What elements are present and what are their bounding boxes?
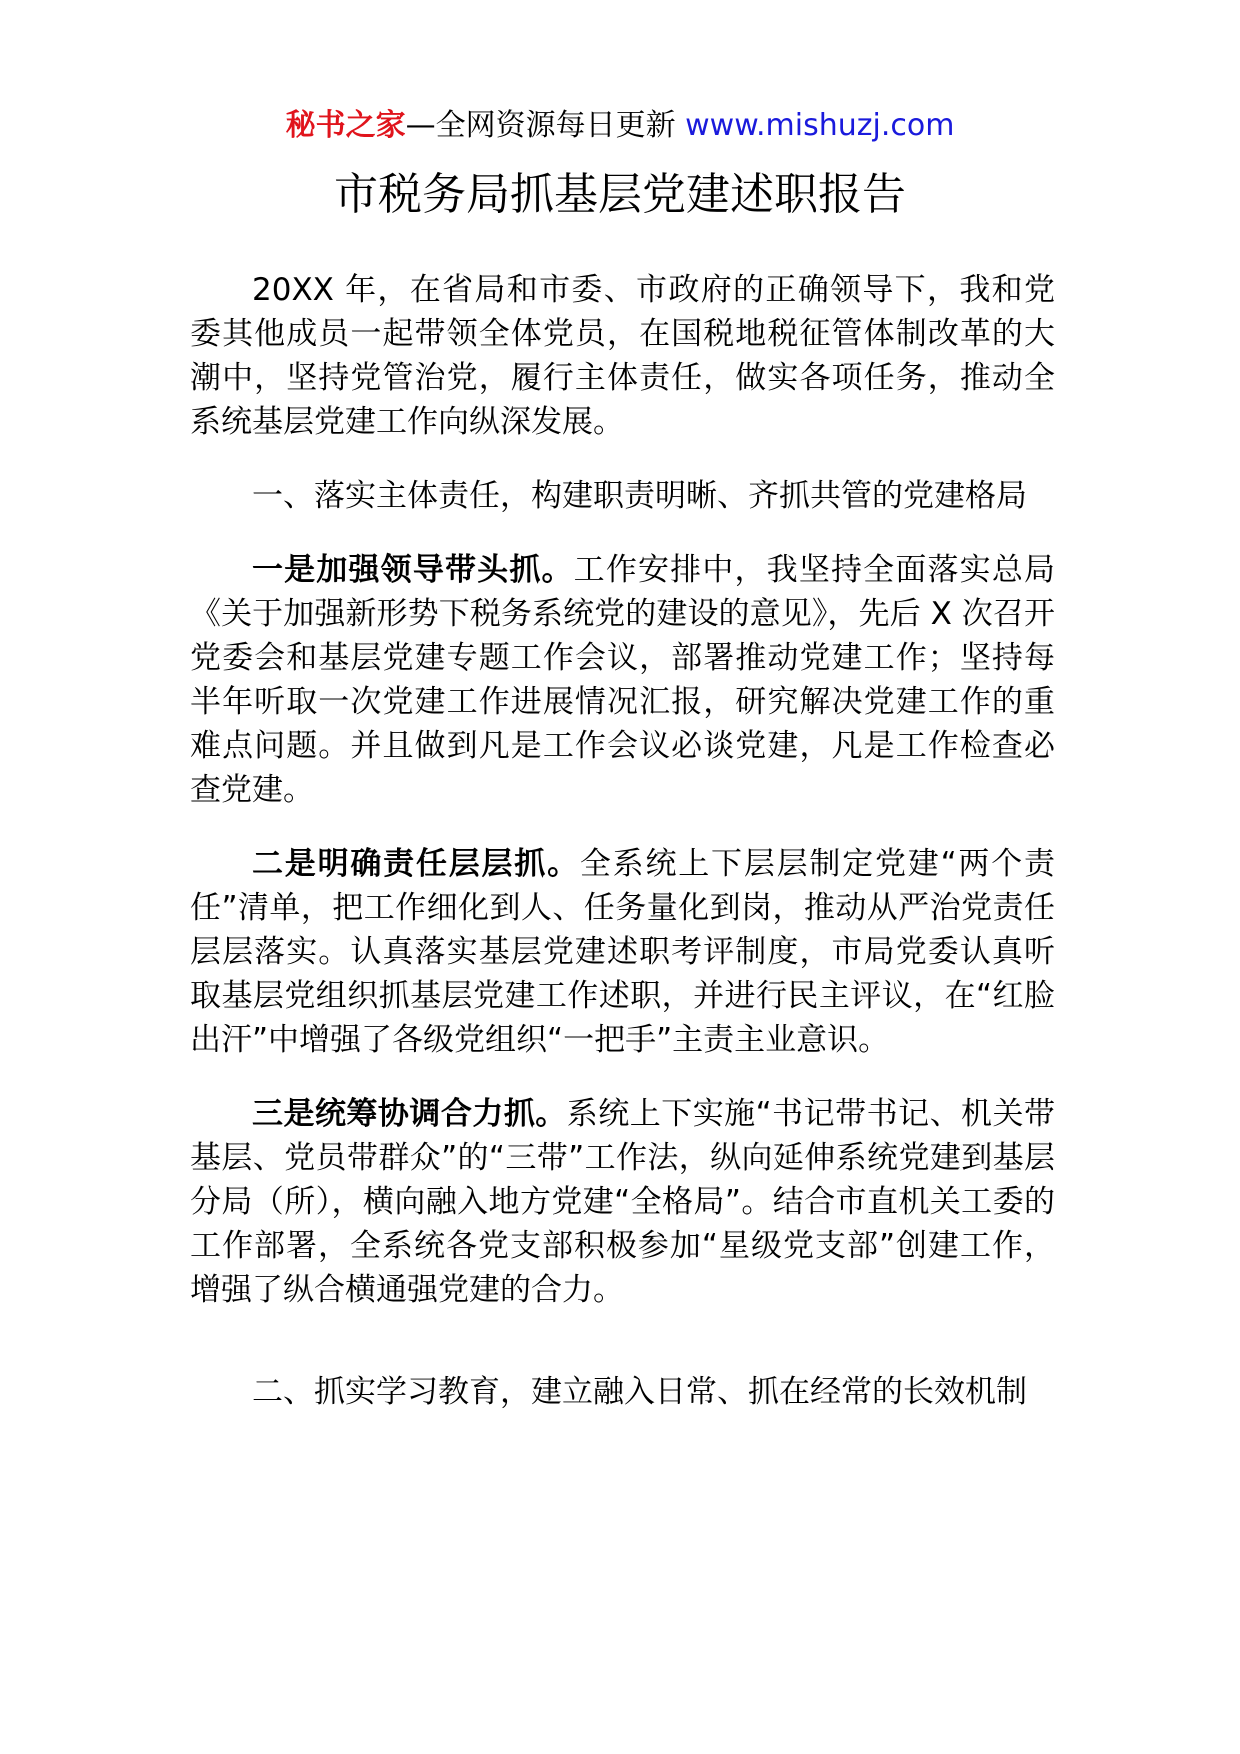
- document-title: 市税务局抓基层党建述职报告: [334, 169, 906, 220]
- point-lead-3: 三是统筹协调合力抓。: [252, 1096, 567, 1132]
- banner-slogan: 全网资源每日更新: [435, 108, 676, 143]
- point-text-1: 工作安排中，我坚持全面落实总局《关于加强新形势下税务系统党的建设的意见》，先后 X 次召开党委会和基层党建专题工作会议，部署推动党建工作；坚持每半年听取一次党建工作进展情况汇报，研究解决党建工作的重难点问题。并且做到凡是工作会议必谈党建，凡是工作检查必查党建。: [190, 552, 1056, 808]
- point-paragraph-1: [190, 548, 1055, 812]
- document-body: [190, 268, 1055, 1444]
- point-paragraph-2: [190, 842, 1055, 1062]
- section-heading-1: 一、落实主体责任，构建职责明晰、齐抓共管的党建格局: [252, 478, 1027, 514]
- site-url-link[interactable]: www.mishuzj.com: [685, 108, 955, 143]
- banner-dash: —: [405, 108, 436, 143]
- point-text-3: 系统上下实施“书记带书记、机关带基层、党员带群众”的“三带”工作法，纵向延伸系统党建到基层分局（所），横向融入地方党建“全格局”。结合市直机关工委的工作部署，全系统各党支部积极参加“星级党支部”创建工作，增强了纵合横通强党建的合力。: [190, 1096, 1056, 1308]
- point-lead-2: 二是明确责任层层抓。: [252, 846, 580, 882]
- point-lead-1: 一是加强领导带头抓。: [252, 552, 574, 588]
- section-heading-2: 二、抓实学习教育，建立融入日常、抓在经常的长效机制: [252, 1374, 1027, 1410]
- intro-paragraph: 20XX 年，在省局和市委、市政府的正确领导下，我和党委其他成员一起带领全体党员，在国税地税征管体制改革的大潮中，坚持党管治党，履行主体责任，做实各项任务，推动全系统基层党建工作向纵深发展。: [190, 272, 1055, 440]
- brand-name: 秘书之家: [285, 108, 406, 143]
- point-paragraph-3: [190, 1092, 1055, 1312]
- point-text-2: 全系统上下层层制定党建“两个责任”清单，把工作细化到人、任务量化到岗，推动从严治党责任层层落实。认真落实基层党建述职考评制度，市局党委认真听取基层党组织抓基层党建工作述职，并进行民主评议，在“红脸出汗”中增强了各级党组织“一把手”主责主业意识。: [190, 846, 1055, 1058]
- site-banner: [0, 104, 1240, 148]
